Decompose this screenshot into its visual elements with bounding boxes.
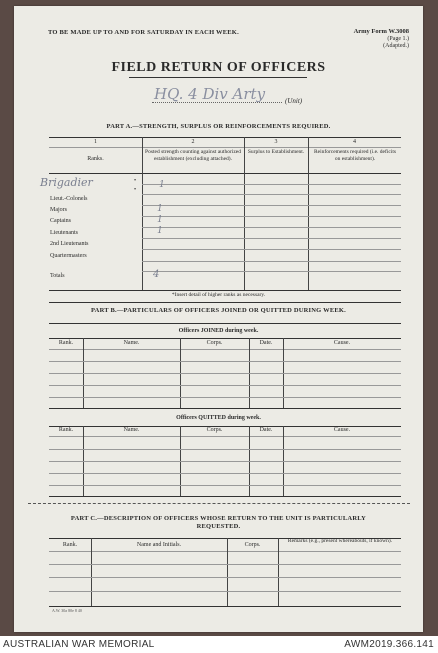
joined-header-rule <box>49 349 401 350</box>
part-b-rule <box>49 323 401 324</box>
rank-bullet: • <box>134 178 137 184</box>
reinforcements-header: Reinforcements required (i.e. deficits on establishment). <box>313 149 396 162</box>
col-divider-3 <box>308 137 309 290</box>
col-number-1: 1 <box>94 139 97 145</box>
row-rule <box>142 261 401 262</box>
row-rule <box>142 216 401 217</box>
part-c-dashed-rule <box>28 503 410 504</box>
part-c-divider <box>91 538 92 606</box>
part-c-row-rule <box>49 591 401 592</box>
instruction-note: TO BE MADE UP TO AND FOR SATURDAY IN EACH WEEK. <box>48 29 239 36</box>
joined-bottom-rule <box>49 408 401 409</box>
row-rule <box>142 238 401 239</box>
part-a-bottom-rule <box>49 290 401 291</box>
joined-row-rule <box>49 373 401 374</box>
row-rule <box>142 271 401 272</box>
quitted-row-rule <box>49 449 401 450</box>
form-adapted-label: (Adapted.) <box>383 43 409 49</box>
rank-majors: Majors <box>50 207 67 213</box>
posted-mark-majors: 1 <box>157 204 163 214</box>
part-c-header-rule <box>49 551 401 552</box>
part-c-row-rule <box>49 564 401 565</box>
title-underline <box>129 77 307 78</box>
footer-source: AUSTRALIAN WAR MEMORIAL <box>3 639 155 650</box>
quitted-row-rule <box>49 485 401 486</box>
part-c-row-rule <box>49 577 401 578</box>
posted-strength-header: Posted strength counting against authorized establishment (excluding attached). <box>145 149 241 162</box>
posted-total: 4 <box>153 269 160 280</box>
joined-row-rule <box>49 397 401 398</box>
col-number-2: 2 <box>191 139 195 145</box>
unit-line <box>152 102 282 103</box>
quitted-col-date: Date. <box>259 427 273 433</box>
quitted-row-rule <box>49 473 401 474</box>
joined-col-corps: Corps. <box>206 340 223 346</box>
col-number-rule <box>49 147 401 148</box>
col-number-3: 3 <box>274 139 278 145</box>
row-rule <box>142 249 401 250</box>
col-divider-1 <box>142 137 143 290</box>
rank-quartermasters: Quartermasters <box>50 253 87 259</box>
rank-brigadier-handwritten: Brigadier <box>40 176 93 189</box>
part-c-col-corps: Corps. <box>244 542 261 548</box>
row-rule <box>142 227 401 228</box>
quitted-title: Officers QUITTED during week. <box>176 415 261 421</box>
posted-mark-captains: 1 <box>157 215 163 225</box>
part-c-divider <box>278 538 279 606</box>
joined-top-rule <box>49 338 401 339</box>
part-c-divider <box>227 538 228 606</box>
footer-accession: AWM2019.366.141 <box>344 639 434 650</box>
quitted-bottom-rule <box>49 496 401 497</box>
row-rule <box>142 205 401 206</box>
part-c-col-name: Name and Initials. <box>136 542 182 548</box>
joined-row-rule <box>49 385 401 386</box>
part-c-heading: PART C.—DESCRIPTION OF OFFICERS WHOSE RETURN TO THE UNIT IS PARTICULARLY REQUESTED. <box>70 515 367 530</box>
page-title: FIELD RETURN OF OFFICERS <box>111 60 326 75</box>
part-b-heading: PART B.—PARTICULARS OF OFFICERS JOINED OR QUITTED DURING WEEK. <box>90 307 346 314</box>
totals-label: Totals <box>50 273 65 279</box>
quitted-col-name: Name. <box>123 427 140 433</box>
form-id: Army Form W.3008 <box>353 28 409 35</box>
quitted-col-cause: Cause. <box>333 427 351 433</box>
rank-bullet: • <box>134 187 137 193</box>
rank-captains: Captains <box>50 218 71 224</box>
quitted-row-rule <box>49 461 401 462</box>
print-note: A.W. 30a 80e 8 40 <box>52 608 82 613</box>
part-a-top-rule <box>49 137 401 138</box>
quitted-col-rank: Rank. <box>58 427 74 433</box>
col-divider-2 <box>244 137 245 290</box>
ranks-header: Ranks. <box>87 156 104 162</box>
rank-lieutenants: Lieutenants <box>50 230 78 236</box>
quitted-col-corps: Corps. <box>206 427 223 433</box>
joined-col-rank: Rank. <box>58 340 74 346</box>
joined-col-date: Date. <box>259 340 273 346</box>
posted-mark-brigadier: 1 <box>159 180 165 190</box>
joined-col-cause: Cause. <box>333 340 351 346</box>
footer-bar <box>0 636 438 653</box>
unit-handwritten: HQ. 4 Div Arty <box>154 85 266 103</box>
rank-2nd-lieutenants: 2nd Lieutenants <box>50 241 89 247</box>
part-a-footnote: *Insert detail of higher ranks as necessary. <box>171 292 266 298</box>
rank-lieut-colonels: Lieut.-Colonels <box>50 196 88 202</box>
quitted-header-rule <box>49 436 401 437</box>
joined-col-name: Name. <box>123 340 140 346</box>
joined-row-rule <box>49 361 401 362</box>
part-a-heading: PART A.—STRENGTH, SURPLUS OR REINFORCEMENTS REQUIRED. <box>106 123 331 130</box>
surplus-header: Surplus to Establishment. <box>247 149 305 155</box>
part-c-bottom-rule <box>49 606 401 607</box>
part-b-top-rule <box>49 302 401 303</box>
row-rule <box>142 184 401 185</box>
part-c-col-rank: Rank. <box>62 542 78 548</box>
form-page-label: (Page 1.) <box>387 36 409 42</box>
unit-label: (Unit) <box>285 97 303 105</box>
form-identifier <box>354 28 409 50</box>
posted-mark-lieutenants: 1 <box>157 226 163 236</box>
header-bottom-rule <box>49 173 401 174</box>
form-page <box>14 6 423 632</box>
col-number-4: 4 <box>353 139 356 145</box>
part-c-col-remarks: Remarks (e.g., present whereabouts, if known). <box>287 538 393 544</box>
row-rule <box>142 194 401 195</box>
joined-title: Officers JOINED during week. <box>178 328 259 334</box>
